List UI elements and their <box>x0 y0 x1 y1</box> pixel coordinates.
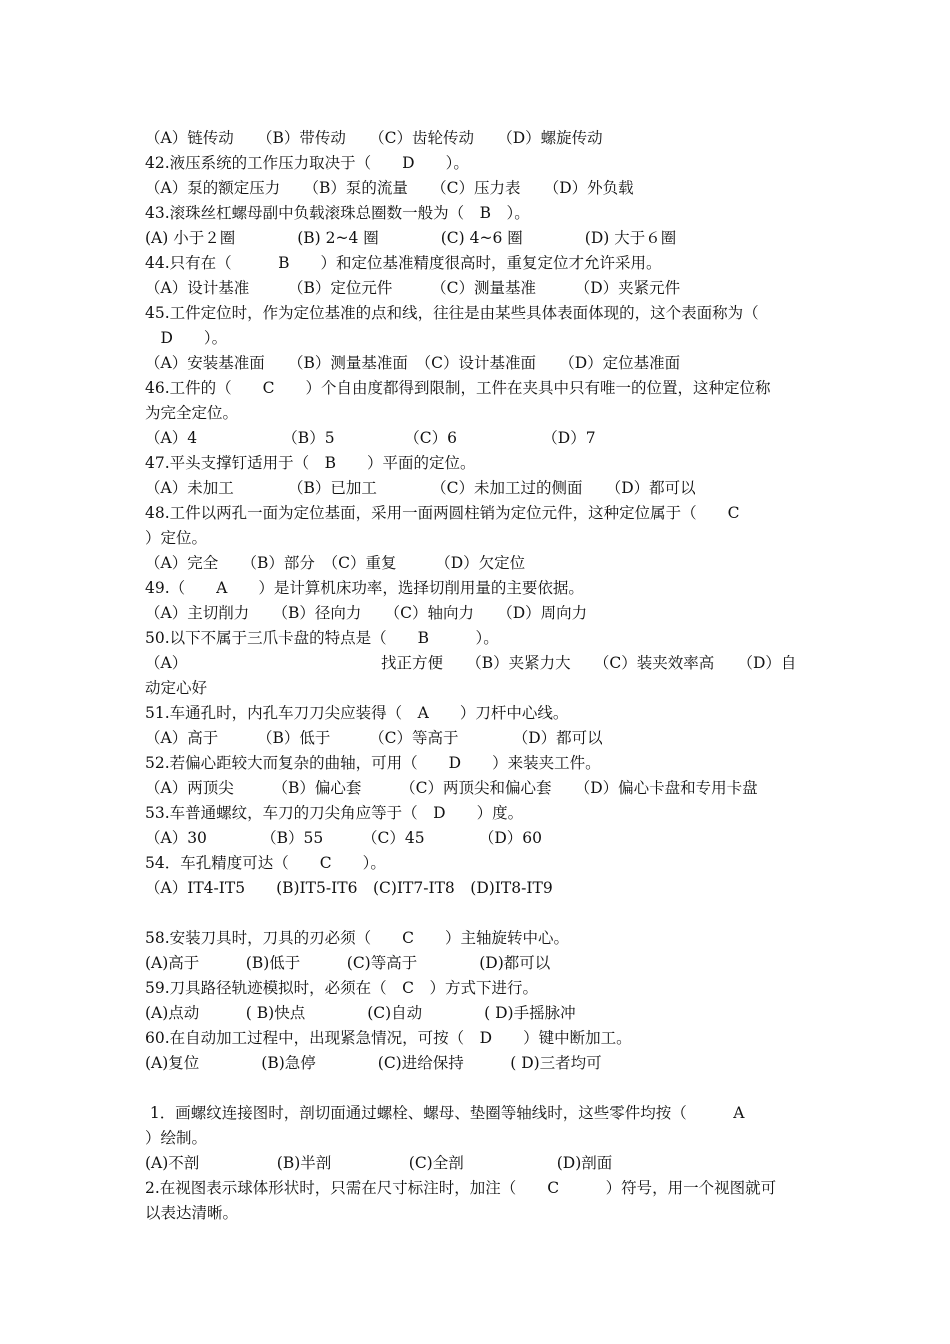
text-line: （A）高于 （B）低于 （C）等高于 （D）都可以 <box>145 729 603 747</box>
text-line: 60.在自动加工过程中，出现紧急情况，可按（ D ）键中断加工。 <box>145 1029 632 1047</box>
text-line: 为完全定位。 <box>145 404 239 422</box>
text-line: （A） 找正方便 （B）夹紧力大 （C）装夹效率高 （D）自 <box>145 654 797 672</box>
text-line: 54．车孔精度可达（ C ）。 <box>145 854 386 872</box>
text-line: ）绘制。 <box>145 1129 208 1147</box>
text-line: 50.以下不属于三爪卡盘的特点是（ B ）。 <box>145 629 499 647</box>
text-line: （A）4 （B）5 （C）6 （D）7 <box>145 429 596 447</box>
text-line: （A）链传动 （B）带传动 （C）齿轮传动 （D）螺旋传动 <box>145 129 603 147</box>
text-line: 58.安装刀具时，刀具的刃必须（ C ）主轴旋转中心。 <box>145 929 570 947</box>
text-line: 42.液压系统的工作压力取决于（ D ）。 <box>145 154 469 172</box>
text-line: （A）IT4-IT5 (B)IT5-IT6 (C)IT7-IT8 (D)IT8-IT9 <box>145 879 553 897</box>
text-line: D ）。 <box>145 329 228 347</box>
text-line: 47.平头支撑钉适用于（ B ）平面的定位。 <box>145 454 476 472</box>
text-line: （A）未加工 （B）已加工 （C）未加工过的侧面 （D）都可以 <box>145 479 696 497</box>
text-line: 以表达清晰。 <box>145 1204 239 1222</box>
text-line: (A)高于 (B)低于 (C)等高于 (D)都可以 <box>145 954 551 972</box>
text-line: 43.滚珠丝杠螺母副中负载滚珠总圈数一般为（ B ）。 <box>145 204 530 222</box>
text-line: （A）完全 （B）部分 （C）重复 （D）欠定位 <box>145 554 526 572</box>
text-line: 59.刀具路径轨迹模拟时，必须在（ C ）方式下进行。 <box>145 979 539 997</box>
text-line: （A）泵的额定压力 （B）泵的流量 （C）压力表 （D）外负载 <box>145 179 634 197</box>
text-line: 2.在视图表示球体形状时，只需在尺寸标注时，加注（ C ）符号，用一个视图就可 <box>145 1179 777 1197</box>
text-line: （A）安装基准面 （B）测量基准面 （C）设计基准面 （D）定位基准面 <box>145 354 681 372</box>
text-line: （A）两顶尖 （B）偏心套 （C）两顶尖和偏心套 （D）偏心卡盘和专用卡盘 <box>145 779 758 797</box>
text-line <box>145 1076 810 1101</box>
text-line: （A）主切削力 （B）径向力 （C）轴向力 （D）周向力 <box>145 604 588 622</box>
text-line: (A)不剖 (B)半剖 (C)全剖 (D)剖面 <box>145 1154 613 1172</box>
text-line: 53.车普通螺纹，车刀的刀尖角应等于（ D ）度。 <box>145 804 524 822</box>
text-line: 48.工件以两孔一面为定位基面，采用一面两圆柱销为定位元件，这种定位属于（ C <box>145 504 740 522</box>
text-line: (A)复位 (B)急停 (C)进给保持 ( D)三者均可 <box>145 1054 602 1072</box>
text-line: 52.若偏心距较大而复杂的曲轴，可用（ D ）来装夹工件。 <box>145 754 601 772</box>
text-line: (A) 小于２圈 (B) 2~4 圈 (C) 4~6 圈 (D) 大于６圈 <box>145 229 677 247</box>
text-line: (A)点动 ( B)快点 (C)自动 ( D)手摇脉冲 <box>145 1004 576 1022</box>
text-line: 45.工件定位时，作为定位基准的点和线，往往是由某些具体表面体现的，这个表面称为（ <box>145 304 759 322</box>
text-line: 44.只有在（ B ）和定位基准精度很高时，重复定位才允许采用。 <box>145 254 662 272</box>
text-line: 49.（ A ）是计算机床功率，选择切削用量的主要依据。 <box>145 579 584 597</box>
text-line: 1．画螺纹连接图时，剖切面通过螺栓、螺母、垫圈等轴线时，这些零件均按（ A <box>145 1104 745 1122</box>
text-line: 动定心好 <box>145 679 208 697</box>
text-line: ）定位。 <box>145 529 208 547</box>
text-line: （A）30 （B）55 （C）45 （D）60 <box>145 829 543 847</box>
text-line: 51.车通孔时，内孔车刀刀尖应装得（ A ）刀杆中心线。 <box>145 704 569 722</box>
text-line: （A）设计基准 （B）定位元件 （C）测量基准 （D）夹紧元件 <box>145 279 681 297</box>
text-line: 46.工件的（ C ）个自由度都得到限制，工件在夹具中只有唯一的位置，这种定位称 <box>145 379 771 397</box>
text-line <box>145 901 810 926</box>
